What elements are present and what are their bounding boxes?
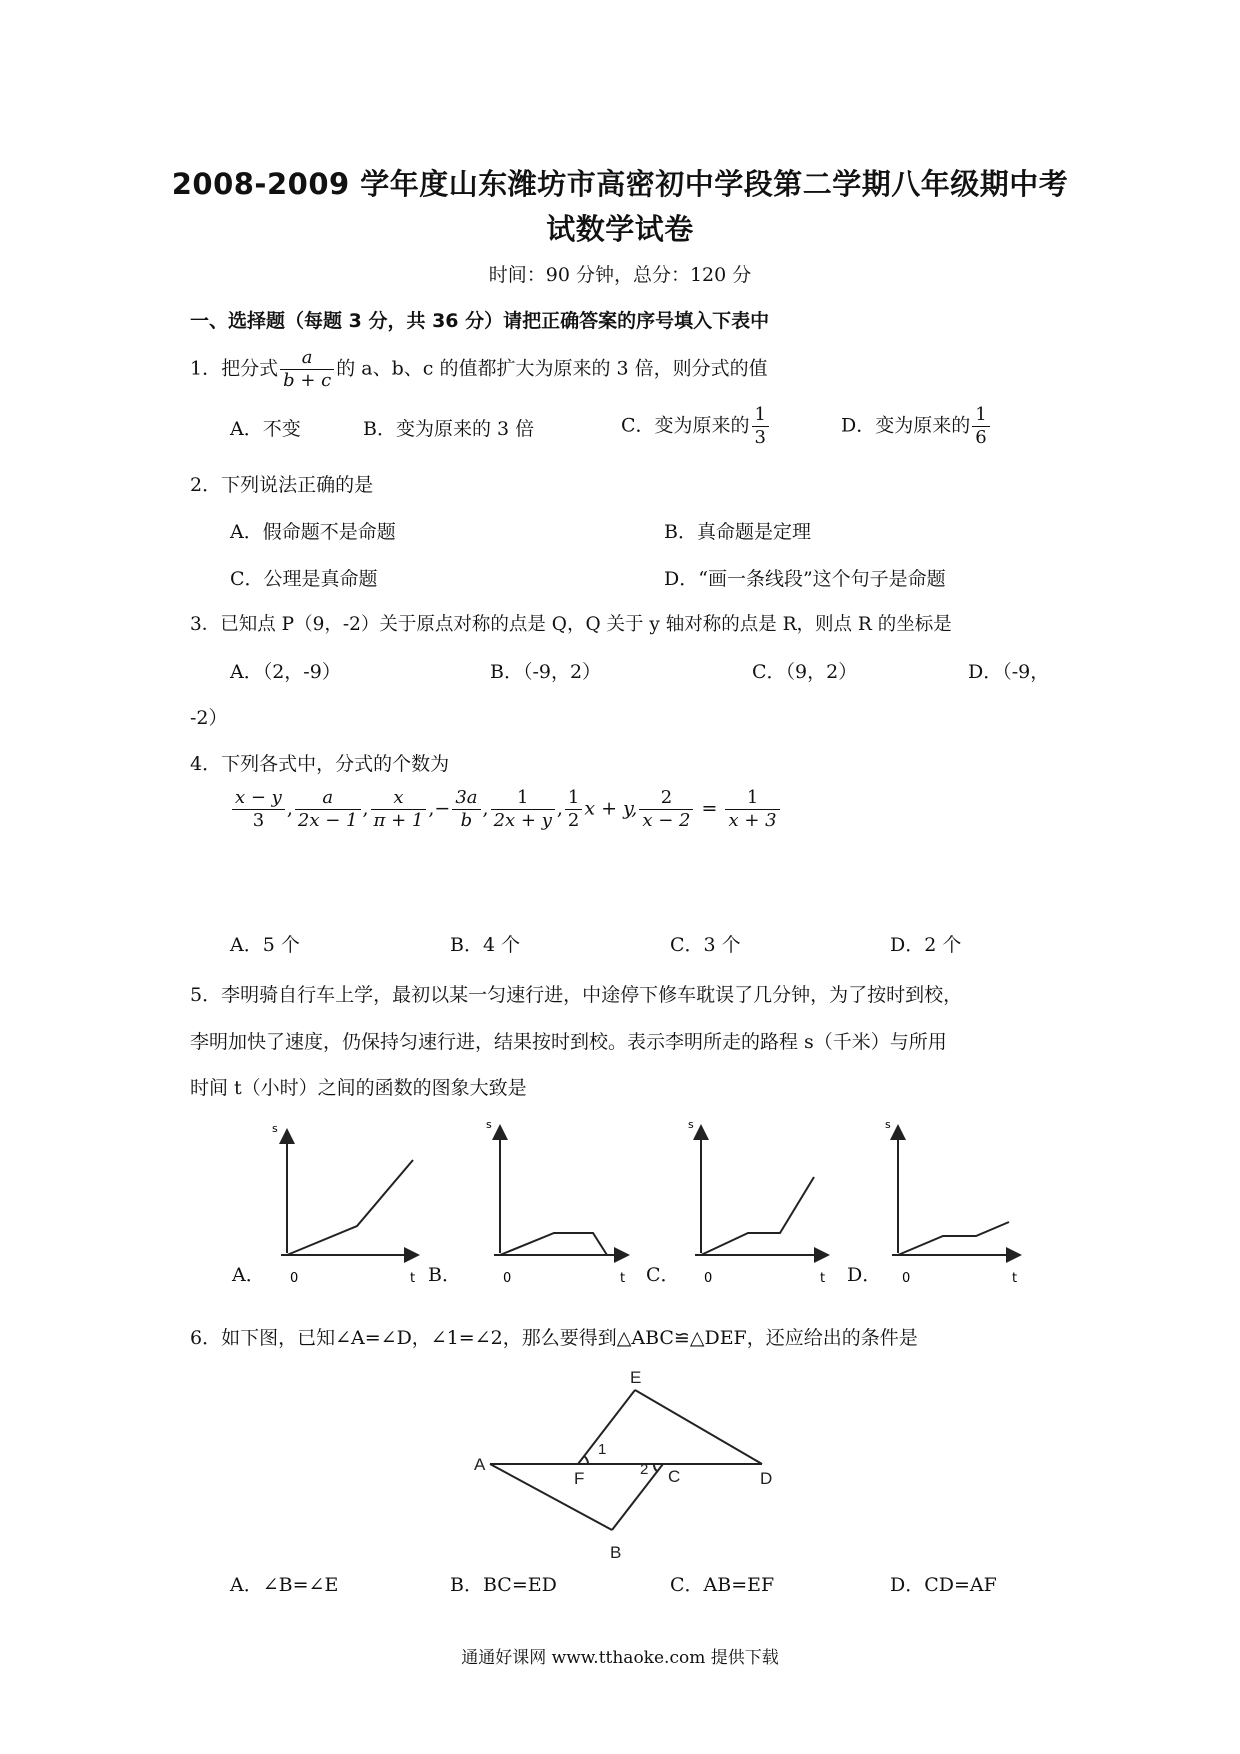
q5-graph-b-origin: 0 — [503, 1271, 512, 1286]
q5-graph-b-axis-t: t — [620, 1271, 626, 1286]
q6-option-a: A．∠B=∠E — [230, 1574, 339, 1596]
q4-f6-after: x + y, — [584, 797, 638, 820]
q4-option-c: C．3 个 — [670, 934, 741, 956]
q1-c-num: 1 — [754, 404, 766, 425]
q4-f5-den: 2x + y — [491, 809, 555, 832]
q2-option-b: B．真命题是定理 — [664, 521, 811, 543]
q5-graph-a — [272, 1122, 418, 1286]
q4-f4-num: 3a — [455, 787, 478, 808]
q5-graph-d-label: D． — [847, 1264, 882, 1286]
q1-prefix: 1．把分式 — [190, 357, 279, 380]
question-5-line3: 时间 t（小时）之间的函数的图象大致是 — [190, 1077, 527, 1099]
q5-graph-d-origin: 0 — [902, 1271, 911, 1286]
q2-option-a: A．假命题不是命题 — [230, 521, 396, 543]
q5-graph-a-origin: 0 — [290, 1271, 299, 1286]
q5-graph-d — [885, 1118, 1020, 1286]
q6-option-d: D．CD=AF — [890, 1574, 997, 1596]
q4-option-d: D．2 个 — [890, 934, 962, 956]
question-2-stem: 2．下列说法正确的是 — [190, 474, 374, 496]
q5-graph-c-curve — [701, 1177, 814, 1255]
angle-2-arc — [654, 1464, 658, 1472]
q4-f6-den: 2 — [565, 809, 582, 832]
q1-d-num: 1 — [975, 404, 987, 425]
q5-graph-d-curve — [898, 1222, 1009, 1255]
q4-expressions: $\frac{x - y}{3}$ , $\frac{a}{2x - 1}$ , $\frac{x}{\pi + 1}$ ,− $\frac{3a}{b}$ , $\frac{1}{2x + y}$ , $\frac{1}{2}$ x + y, $\frac{2}{x - 2}$ = $\frac{1}{x + 3}$ — [230, 787, 782, 832]
q4-option-b: B．4 个 — [450, 934, 521, 956]
question-6-stem: 6．如下图，已知∠A=∠D，∠1=∠2，那么要得到△ABC≌△DEF，还应给出的条件是 — [190, 1327, 918, 1349]
q5-graph-c-origin: 0 — [704, 1271, 713, 1286]
q4-f7-num: 2 — [660, 787, 673, 808]
q5-graph-b-curve — [500, 1233, 607, 1255]
line-fe — [578, 1390, 635, 1464]
line-ab — [490, 1464, 612, 1530]
q5-graph-c-axis-s: s — [688, 1118, 694, 1131]
exam-title-line1: 2008-2009 学年度山东潍坊市高密初中学段第二学期八年级期中考 — [171, 167, 1069, 201]
point-f-label: F — [574, 1469, 585, 1488]
q1-option-a: A．不变 — [230, 418, 301, 440]
q1-option-d-label: D．变为原来的 — [841, 414, 971, 437]
q5-graph-a-curve — [287, 1160, 413, 1255]
point-c-label: C — [668, 1467, 681, 1486]
q4-f3-num: x — [393, 787, 404, 808]
q5-graph-a-axis-s: s — [272, 1122, 278, 1135]
q3-option-b: B．（-9，2） — [490, 661, 602, 683]
q4-f8-den: x + 3 — [725, 809, 779, 832]
q1-option-c-label: C．变为原来的 — [621, 414, 750, 437]
q5-graph-a-label: A． — [232, 1264, 265, 1286]
q6-option-c: C．AB=EF — [670, 1574, 775, 1596]
q4-f2-num: a — [322, 787, 334, 808]
question-5-line2: 李明加快了速度，仍保持匀速行进，结果按时到校。表示李明所走的路程 s（千米）与所用 — [190, 1031, 947, 1053]
q3-option-d: D．（-9， — [968, 661, 1050, 683]
q3-option-c: C．（9，2） — [752, 661, 858, 683]
q4-option-a: A．5 个 — [230, 934, 300, 956]
point-a-label: A — [474, 1455, 486, 1474]
exam-title-line2: 试数学试卷 — [546, 212, 694, 246]
q5-graph-b — [486, 1118, 628, 1286]
question-3-stem: 3．已知点 P（9，-2）关于原点对称的点是 Q，Q 关于 y 轴对称的点是 R，则点 R 的坐标是 — [190, 614, 952, 635]
q4-f6-num: 1 — [567, 787, 580, 808]
question-4-stem: 4．下列各式中，分式的个数为 — [190, 753, 450, 775]
q5-graph-d-axis-s: s — [885, 1118, 891, 1131]
q5-graph-b-label: B． — [428, 1264, 461, 1286]
q4-f2-den: 2x − 1 — [295, 809, 361, 832]
point-e-label: E — [630, 1368, 642, 1387]
q2-option-c: C．公理是真命题 — [230, 568, 378, 590]
question-5-line1: 5．李明骑自行车上学，最初以某一匀速行进，中途停下修车耽误了几分钟，为了按时到校， — [190, 984, 963, 1006]
q5-graph-c-axis-t: t — [820, 1271, 826, 1286]
q1-suffix: 的 a、b、c 的值都扩大为原来的 3 倍，则分式的值 — [336, 357, 768, 380]
angle-1-label: 1 — [598, 1441, 607, 1458]
q1-fraction-numerator: a — [301, 347, 313, 368]
q5-graph-d-axis-t: t — [1012, 1271, 1018, 1286]
line-bc — [612, 1464, 663, 1530]
q4-f1-num: x − y — [235, 787, 282, 808]
q1-d-den: 6 — [972, 426, 989, 449]
time-info: 时间：90 分钟，总分：120 分 — [488, 264, 752, 286]
q4-f3-den: π + 1 — [371, 809, 427, 832]
q5-graph-a-axis-t: t — [410, 1271, 416, 1286]
angle-2-label: 2 — [640, 1461, 649, 1478]
q3-option-a: A．（2，-9） — [230, 661, 341, 683]
q5-graph-c — [688, 1118, 828, 1286]
q4-f8-num: 1 — [746, 787, 759, 808]
point-b-label: B — [610, 1543, 622, 1562]
q4-f5-num: 1 — [516, 787, 529, 808]
q4-f4-den: b — [452, 809, 480, 832]
q1-option-b: B．变为原来的 3 倍 — [363, 418, 535, 440]
q4-f7-den: x − 2 — [639, 809, 693, 832]
q5-graph-c-label: C． — [646, 1264, 680, 1286]
q3-option-d-continued: -2） — [190, 707, 228, 729]
section-header: 一、选择题（每题 3 分，共 36 分）请把正确答案的序号填入下表中 — [190, 310, 770, 332]
q1-c-den: 3 — [752, 426, 769, 449]
q1-fraction-denominator: b + c — [280, 369, 334, 392]
q6-option-b: B．BC=ED — [450, 1574, 557, 1596]
q2-option-d: D．“画一条线段”这个句子是命题 — [664, 568, 946, 590]
q4-f1-den: 3 — [232, 809, 285, 832]
line-ed — [635, 1390, 762, 1464]
angle-1-arc — [584, 1456, 588, 1464]
point-d-label: D — [760, 1469, 773, 1488]
q6-triangle-figure — [490, 1390, 762, 1530]
q5-graph-b-axis-s: s — [486, 1118, 492, 1131]
page-footer: 通通好课网 www.tthaoke.com 提供下载 — [461, 1648, 779, 1668]
